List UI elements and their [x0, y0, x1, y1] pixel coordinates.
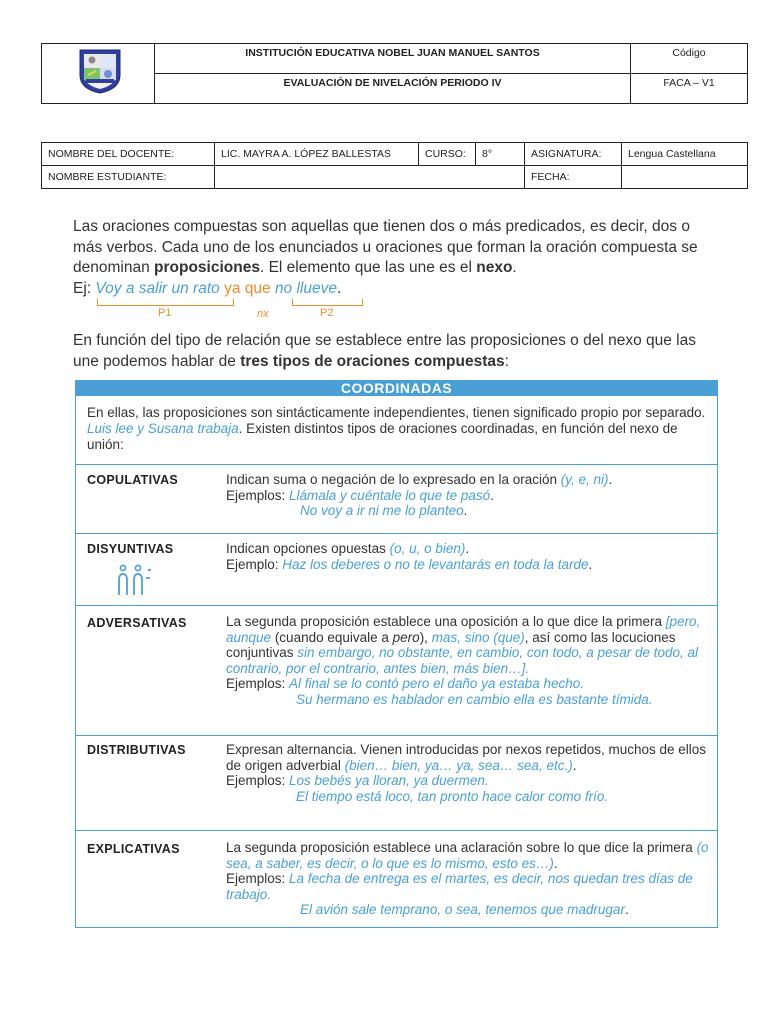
copulativas-example-1: Llámala y cuéntale lo que te pasó	[289, 487, 491, 503]
examples-label: Ejemplos:	[226, 871, 290, 886]
distributivas-desc: Expresan alternancia. Vienen introducidas por nexos repetidos, muchos de ellos de origen adverbial	[226, 742, 707, 773]
student-name-field[interactable]	[215, 166, 525, 189]
adversativas-desc: (cuando equivale a	[271, 629, 393, 645]
student-label: NOMBRE ESTUDIANTE:	[42, 166, 215, 189]
code-value: FACA – V1	[663, 77, 715, 89]
explicativas-title: EXPLICATIVAS	[87, 842, 180, 856]
adversativas-locuciones: sin embargo, no obstante, en cambio, con todo, a pesar de todo, al contrario, por el contrario, antes bien, más bien…].	[226, 645, 699, 676]
teacher-value: LIC. MAYRA A. LÓPEZ BALLESTAS	[215, 143, 419, 166]
document-header	[41, 43, 748, 104]
copulativas-example-2: No voy a ir ni me lo planteo	[300, 503, 464, 518]
intro-bold-nexo: nexo	[476, 259, 513, 276]
adversativas-nexos: mas, sino (que)	[431, 629, 525, 645]
people-choice-icon	[114, 564, 154, 598]
intro-bold-proposiciones: proposiciones	[154, 259, 260, 276]
institution-name: INSTITUCIÓN EDUCATIVA NOBEL JUAN MANUEL SANTOS	[155, 44, 631, 74]
intro-text: .	[512, 259, 517, 276]
types-intro-bold: tres tipos de oraciones compuestas	[240, 352, 505, 370]
explicativas-nexos: (o sea, a saber, es decir, o lo que es lo mismo, esto es…)	[226, 840, 709, 871]
coordinadas-intro-text: . Existen distintos tipos de oraciones coordinadas, en función del nexo de unión:	[87, 421, 678, 452]
code-label: Código	[631, 44, 747, 74]
explicativas-example-2: El avión sale temprano, o sea, tenemos que madrugar	[300, 902, 625, 917]
punctuation: .	[608, 472, 613, 487]
coordinadas-intro-text: En ellas, las proposiciones son sintácticamente independientes, tienen significado propio por separado.	[87, 405, 706, 420]
examples-label: Ejemplos:	[226, 676, 290, 691]
intro-text: Las oraciones compuestas son aquellas que tienen dos o más predicados, es decir, dos o más verbos. Cada uno de los enunciados u oraciones que forman la oración compuesta se denominan	[73, 218, 698, 276]
distributivas-title: DISTRIBUTIVAS	[87, 743, 186, 757]
subject-label: ASIGNATURA:	[525, 143, 622, 166]
date-label: FECHA:	[525, 166, 622, 189]
coordinadas-intro	[87, 405, 712, 453]
disyuntivas-title: DISYUNTIVAS	[87, 542, 174, 556]
intro-text: . El elemento que las une es el	[259, 259, 477, 276]
adversativas-desc: La segunda proposición establece una oposición a lo que dice la primera	[226, 614, 666, 629]
adversativas-text	[226, 614, 714, 707]
coordinadas-intro-example: Luis lee y Susana trabaja	[87, 421, 239, 436]
adversativas-example-1: Al final se lo contó pero el daño ya estaba hecho.	[289, 676, 584, 691]
coordinadas-box	[75, 380, 718, 928]
p1-label: P1	[158, 307, 172, 319]
adversativas-desc: , así como las locuciones conjuntivas	[226, 629, 676, 660]
punctuation: .	[572, 757, 577, 773]
distributivas-example-2: El tiempo está loco, tan pronto hace calor como frío.	[296, 788, 609, 804]
logo-cell	[42, 44, 155, 103]
copulativas-nexos: (y, e, ni)	[560, 472, 609, 487]
examples-label: Ejemplos:	[226, 487, 290, 503]
p2-bracket	[292, 299, 363, 306]
punctuation: .	[465, 541, 470, 556]
example-nexo: ya que	[224, 280, 271, 297]
copulativas-title: COPULATIVAS	[87, 473, 179, 487]
divider	[76, 464, 717, 465]
disyuntivas-nexos: (o, u, o bien)	[389, 541, 466, 556]
adversativas-desc: ),	[419, 629, 432, 645]
table-row	[42, 166, 748, 189]
divider	[76, 830, 717, 831]
intro-paragraph	[73, 217, 713, 279]
distributivas-example-1: Los bebés ya lloran, ya duermen.	[289, 773, 489, 788]
adversativas-title: ADVERSATIVAS	[87, 616, 187, 630]
punctuation: .	[624, 902, 629, 917]
types-intro-paragraph	[73, 331, 713, 372]
example-p1: Voy a salir un rato	[95, 280, 220, 297]
teacher-label: NOMBRE DEL DOCENTE:	[42, 143, 215, 166]
types-intro-text: :	[504, 352, 509, 370]
school-crest-icon	[76, 47, 124, 95]
adversativas-nexos: [pero, aunque	[226, 614, 701, 645]
copulativas-text: Indican suma o negación de lo expresado en la oración (y, e, ni). Ejemplos: Llámala y cuéntale lo que te pasó. No voy a ir ni me lo planteo.	[226, 472, 613, 518]
course-label: CURSO:	[419, 143, 476, 166]
coordinadas-title: COORDINADAS	[76, 381, 717, 396]
disyuntivas-desc: Indican opciones opuestas	[226, 541, 390, 556]
divider	[76, 735, 717, 736]
subject-value: Lengua Castellana	[622, 143, 748, 166]
example-prefix: Ej:	[73, 280, 96, 297]
punctuation: .	[553, 855, 558, 871]
evaluation-title: EVALUACIÓN DE NIVELACIÓN PERIODO IV	[155, 74, 631, 103]
adversativas-pero: pero	[392, 629, 420, 645]
disyuntivas-example-1: Haz los deberes o no te levantarás en toda la tarde	[282, 556, 589, 572]
nx-label: nx	[257, 308, 269, 320]
student-info-table	[41, 142, 748, 189]
p1-bracket	[97, 299, 234, 306]
disyuntivas-text: Indican opciones opuestas (o, u, o bien). Ejemplo: Haz los deberes o no te levantarás en toda la tarde.	[226, 541, 593, 572]
table-row	[42, 143, 748, 166]
example-p2: no llueve	[274, 280, 337, 297]
date-field[interactable]	[622, 166, 748, 189]
examples-label: Ejemplo:	[226, 556, 283, 572]
explicativas-example-1: La fecha de entrega es el martes, es decir, nos quedan tres días de trabajo.	[226, 871, 693, 902]
adversativas-example-2: Su hermano es hablador en cambio ella es bastante tímida.	[296, 691, 653, 707]
types-intro-text: En función del tipo de relación que se establece entre las proposiciones o del nexo que las une podemos hablar de	[73, 332, 696, 370]
copulativas-desc: Indican suma o negación de lo expresado en la oración	[226, 472, 561, 487]
example-line	[73, 279, 341, 299]
examples-label: Ejemplos:	[226, 773, 290, 788]
distributivas-text	[226, 742, 714, 804]
explicativas-text	[226, 840, 714, 918]
p2-label: P2	[320, 307, 334, 319]
course-value: 8°	[476, 143, 525, 166]
explicativas-desc: La segunda proposición establece una aclaración sobre lo que dice la primera	[226, 840, 697, 855]
divider	[76, 605, 717, 606]
example-suffix: .	[336, 280, 342, 297]
distributivas-nexos: (bien… bien, ya… ya, sea… sea, etc.)	[344, 757, 573, 773]
divider	[76, 533, 717, 534]
